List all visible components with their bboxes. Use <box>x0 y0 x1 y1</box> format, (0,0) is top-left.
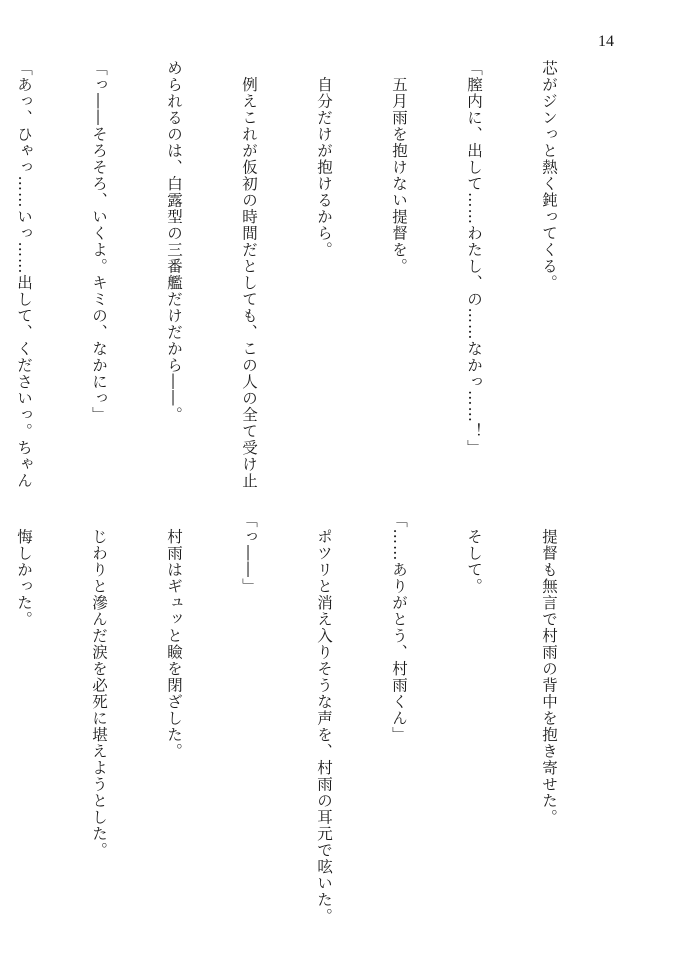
text-line: 五月雨を抱けない提督を。 <box>390 60 408 275</box>
text-line: 「……ありがとう、村雨くん」 <box>390 512 408 743</box>
text-line: 悔しかった。 <box>15 512 33 628</box>
lower-text-block <box>0 512 611 925</box>
text-line: 「膣内に、出して……わたし、の……なかっ……！」 <box>465 60 483 456</box>
page-number: 14 <box>598 33 614 50</box>
text-line: 「っ――」 <box>240 512 258 595</box>
text-line: 「あっ、ひゃっ……いっ……出して、くださいっ。ちゃん <box>15 60 33 489</box>
text-line: 村雨はギュッと瞼を閉ざした。 <box>165 512 183 760</box>
text-line: められるのは、白露型の三番艦だけだから――。 <box>165 60 183 423</box>
text-line: 自分だけが抱けるから。 <box>315 60 333 258</box>
text-line: そして。 <box>465 512 483 595</box>
text-line: 芯がジンっと熱く鈍ってくる。 <box>540 60 558 291</box>
text-line: じわりと滲んだ涙を必死に堪えようとした。 <box>90 512 108 859</box>
text-line: 「っ――そろそろ、いくよ。キミの、なかにっ」 <box>90 60 108 423</box>
text-line: ポツリと消え入りそうな声を、村雨の耳元で呟いた。 <box>315 512 333 925</box>
upper-text-block <box>0 60 611 489</box>
text-line: 例えこれが仮初の時間だとしても、この人の全て受け止 <box>240 60 258 489</box>
text-line: 提督も無言で村雨の背中を抱き寄せた。 <box>540 512 558 826</box>
